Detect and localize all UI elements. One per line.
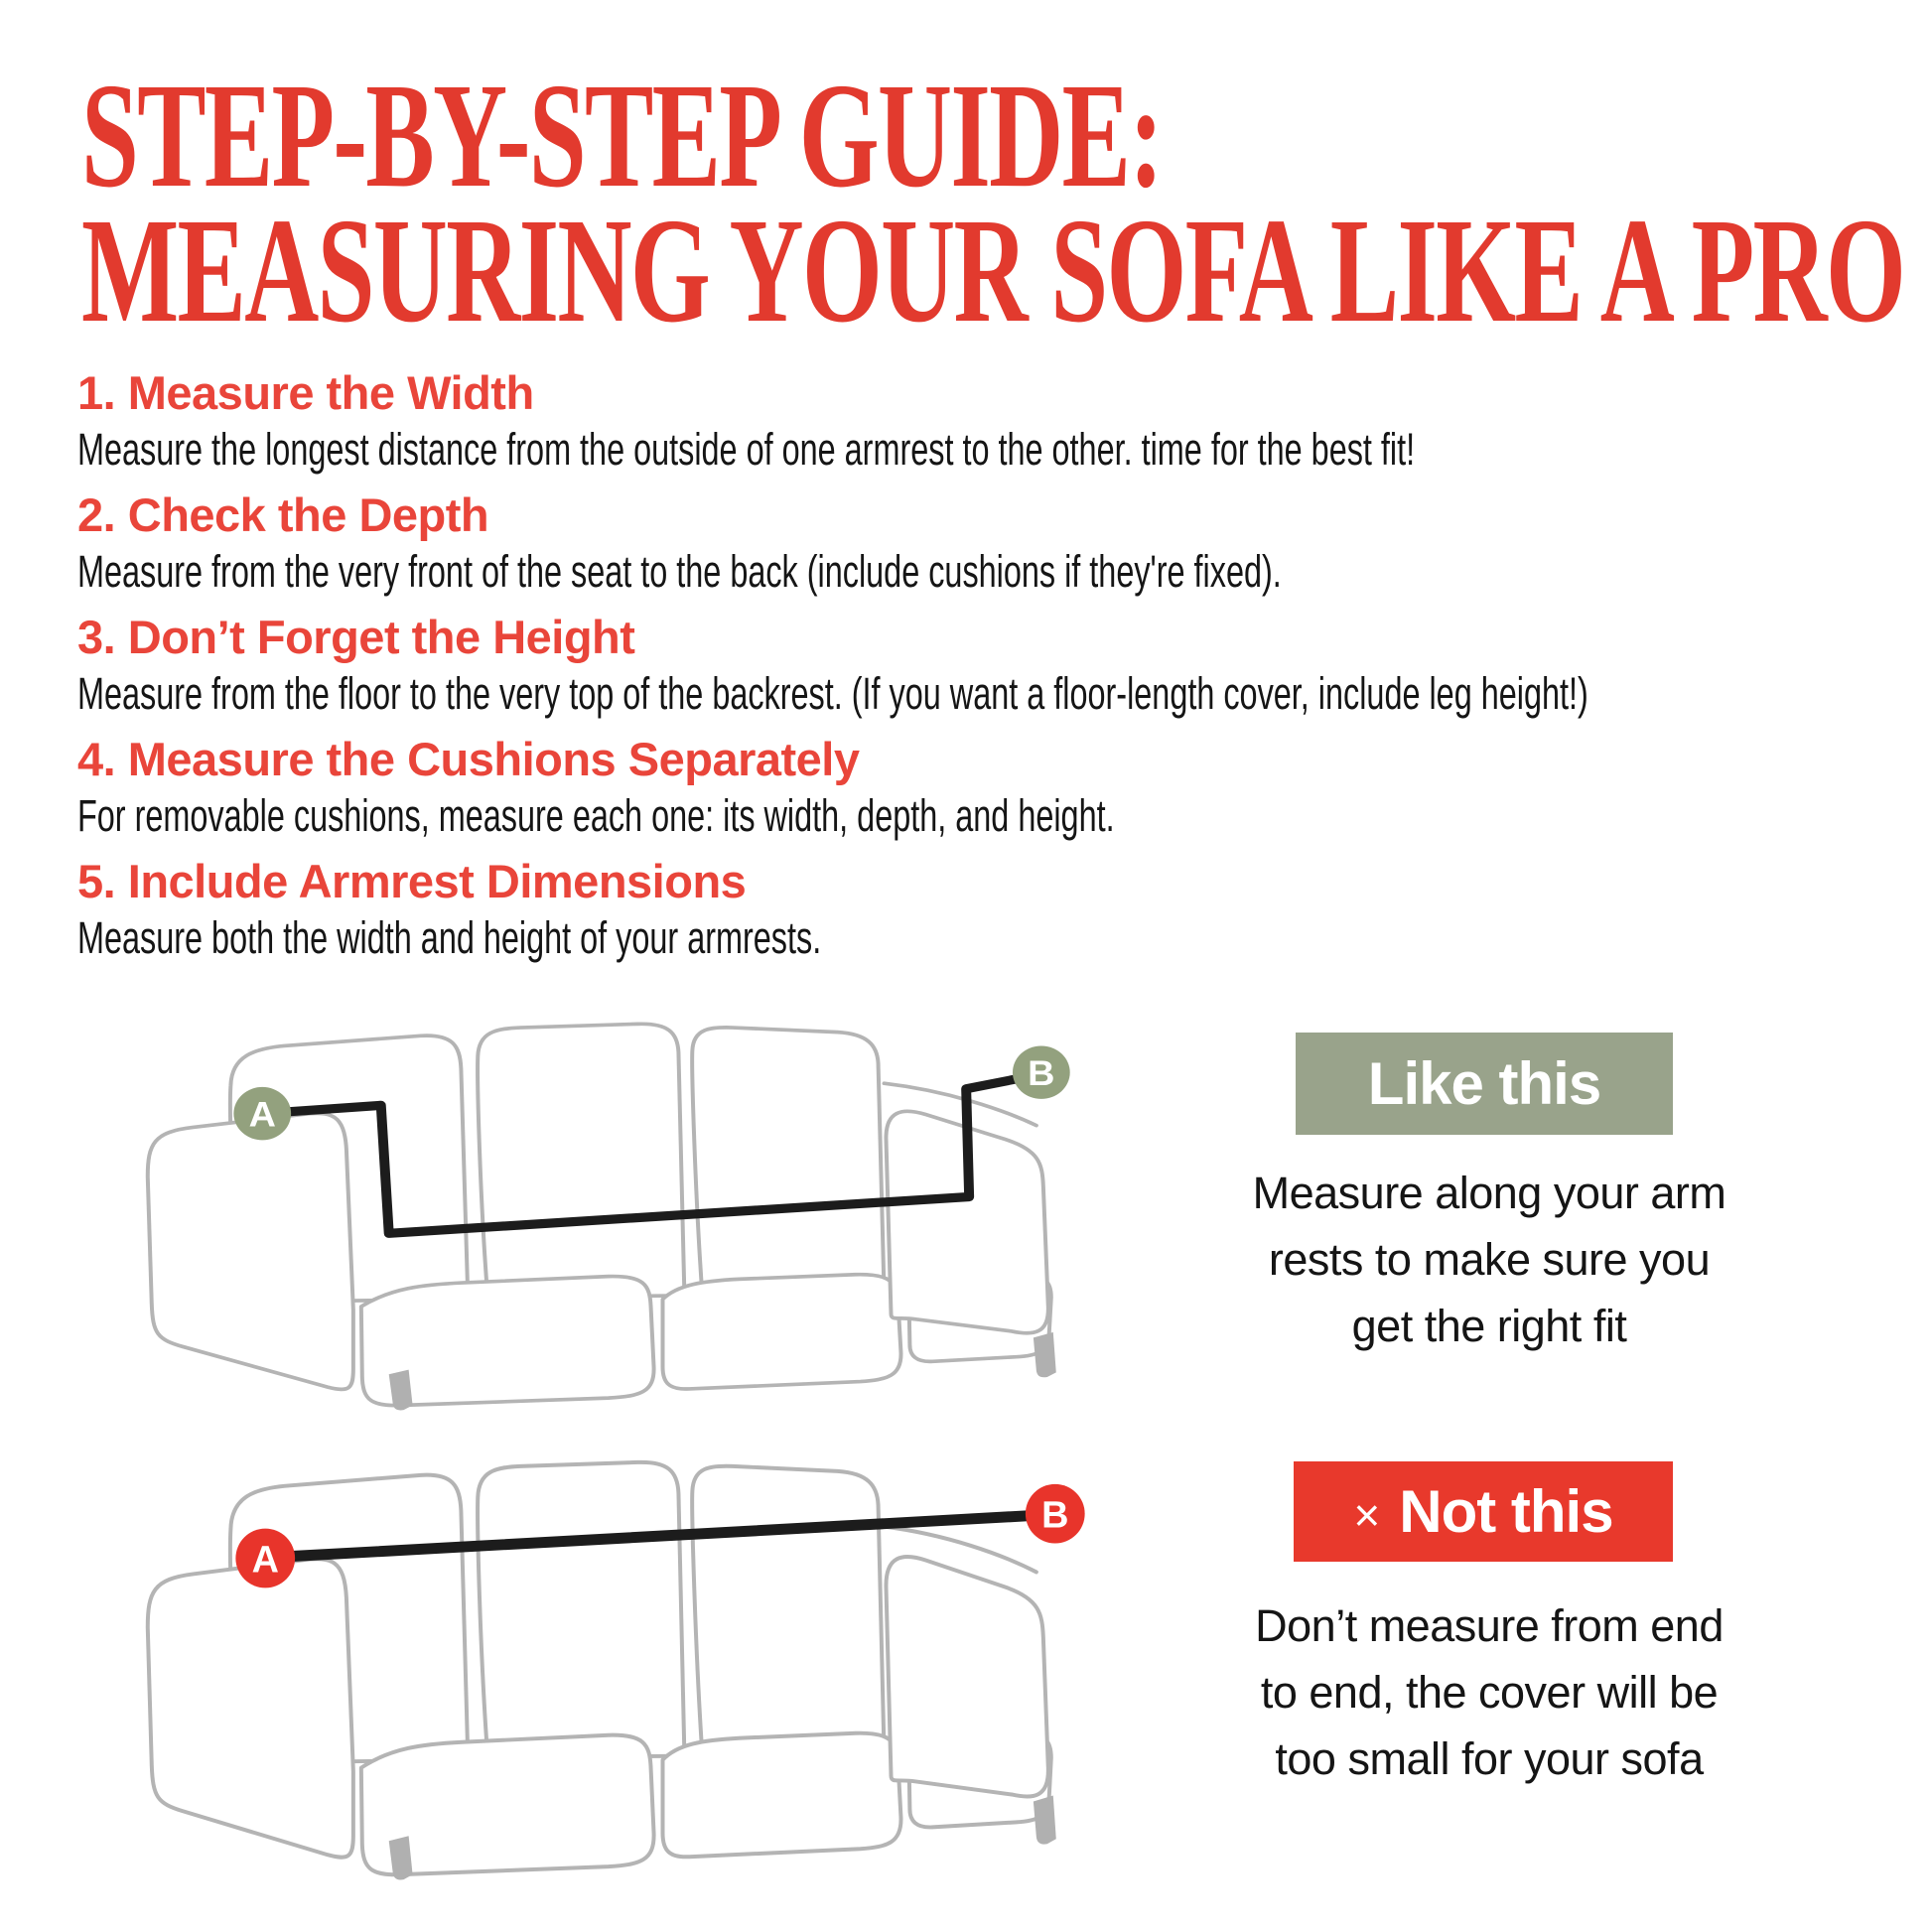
- marker-b-label: B: [1028, 1053, 1055, 1093]
- step-1-body: Measure the longest distance from the outside of one armrest to the other. time for the best fit!: [77, 424, 1416, 475]
- step-5-heading: 5. Include Armrest Dimensions: [77, 855, 747, 907]
- like-this-caption-line: Measure along your arm: [1252, 1168, 1726, 1218]
- page-title-line-1: STEP-BY-STEP GUIDE:: [81, 53, 1163, 219]
- step-4: [77, 733, 1894, 841]
- page-title-line-2: MEASURING YOUR SOFA LIKE A PRO: [81, 188, 1905, 354]
- step-5-body: Measure both the width and height of your armrests.: [77, 912, 822, 963]
- step-1: [77, 366, 1894, 475]
- sofa-illustration-incorrect: [94, 1442, 1231, 1906]
- not-this-badge-label: Not this: [1399, 1478, 1613, 1545]
- marker-b-correct: [1013, 1045, 1070, 1098]
- steps-list: [77, 366, 1894, 980]
- marker-a-label: A: [248, 1094, 276, 1135]
- step-3-heading: 3. Don’t Forget the Height: [77, 611, 635, 663]
- marker-b-label: B: [1041, 1494, 1069, 1537]
- x-icon: ×: [1353, 1488, 1380, 1541]
- not-this-caption-line: Don’t measure from end: [1255, 1600, 1724, 1651]
- marker-a-incorrect: [235, 1529, 295, 1588]
- not-this-caption-line: to end, the cover will be: [1260, 1667, 1719, 1718]
- marker-b-incorrect: [1026, 1484, 1085, 1544]
- step-2: [77, 488, 1894, 597]
- like-this-badge: [1296, 1033, 1673, 1135]
- like-this-badge-label: Like this: [1367, 1050, 1601, 1117]
- not-this-caption-line: too small for your sofa: [1275, 1733, 1704, 1784]
- not-this-badge: [1294, 1461, 1673, 1562]
- step-1-heading: 1. Measure the Width: [77, 366, 534, 419]
- like-this-caption: [1231, 1160, 1747, 1359]
- not-this-caption: [1231, 1592, 1747, 1792]
- step-2-body: Measure from the very front of the seat to the back (include cushions if they're fixed).: [77, 546, 1282, 597]
- step-5: [77, 855, 1894, 963]
- step-4-body: For removable cushions, measure each one: its width, depth, and height.: [77, 790, 1115, 841]
- step-3-body: Measure from the floor to the very top of the backrest. (If you want a floor-length cover, include leg height!): [77, 668, 1588, 719]
- step-4-heading: 4. Measure the Cushions Separately: [77, 733, 860, 785]
- sofa-illustration-correct: [94, 1005, 1231, 1435]
- step-3: [77, 611, 1894, 719]
- marker-a-correct: [233, 1087, 291, 1140]
- like-this-caption-line: rests to make sure you: [1268, 1234, 1711, 1285]
- marker-a-label: A: [251, 1539, 279, 1582]
- like-this-caption-line: get the right fit: [1351, 1301, 1627, 1351]
- step-2-heading: 2. Check the Depth: [77, 488, 489, 541]
